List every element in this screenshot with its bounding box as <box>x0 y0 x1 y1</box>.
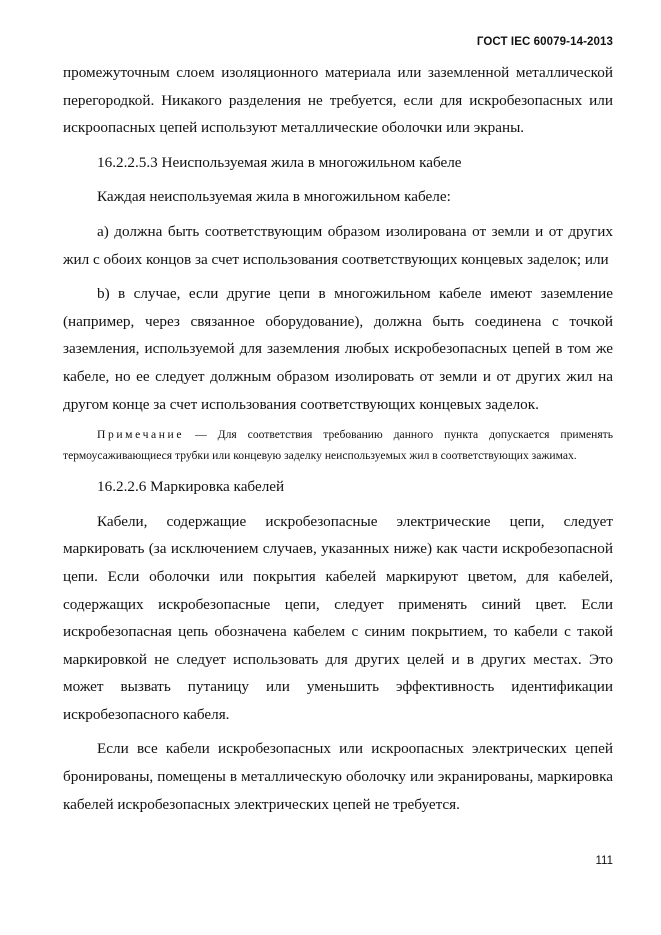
paragraph-unused-core-intro: Каждая неиспользуемая жила в многожильном кабеле: <box>97 188 451 206</box>
paragraph-item-a: а) должна быть соответствующим образом изолирована от земли и от других жил с обоих концов за счет использования соответствующих концевых заделок; или <box>63 222 613 268</box>
note-dash: — <box>184 428 218 442</box>
note-text: Для соответствия требованию данного пункта допускается применять термоусаживающиеся трубки или концевую заделку неиспользуемых жил в соответствующих зажимах. <box>63 428 614 463</box>
paragraph-cable-marking: Кабели, содержащие искробезопасные электрические цепи, следует маркировать (за исключением случаев, указанных ниже) как части искробезопасной цепи. Если оболочки или покрытия кабелей маркируют цветом, для кабелей, содержащих искробезопасные цепи, следует применять синий цвет. Если искробезопасная цепь обозначена кабелем с синим покрытием, то кабели с такой маркировкой не следует использовать для других целей и в других местах. Это может вызвать путаницу или уменьшить эффективность идентификации искробезопасного кабеля. <box>63 512 613 723</box>
paragraph-armored-cables: Если все кабели искробезопасных или искроопасных электрических цепей бронированы, помещены в металлическую оболочку или экранированы, маркировка кабелей искробезопасных электрических цепей не требуется. <box>63 740 613 813</box>
page-body <box>63 59 613 818</box>
section-heading-16-2-2-6: 16.2.2.6 Маркировка кабелей <box>97 478 285 496</box>
paragraph-continuation: промежуточным слоем изоляционного материала или заземленной металлической перегородкой. Никакого разделения не требуется, если для искробезопасных или искроопасных цепей используют металлические оболочки или экраны. <box>63 64 613 137</box>
section-heading-16-2-2-5-3: 16.2.2.5.3 Неиспользуемая жила в многожильном кабеле <box>97 153 462 171</box>
note-block <box>63 424 613 466</box>
paragraph-item-b: b) в случае, если другие цепи в многожильном кабеле имеют заземление (например, через связанное оборудование), должна быть соединена с точкой заземления, используемой для заземления любых искробезопасных цепей в том же кабеле, но ее следует должным образом изолировать от земли и от других жил на другом конце за счет использования соответствующих концевых заделок. <box>63 285 613 413</box>
document-code-header: ГОСТ IEC 60079-14-2013 <box>476 36 613 48</box>
note-label: Примечание <box>97 428 185 442</box>
page-number: 111 <box>595 855 613 867</box>
